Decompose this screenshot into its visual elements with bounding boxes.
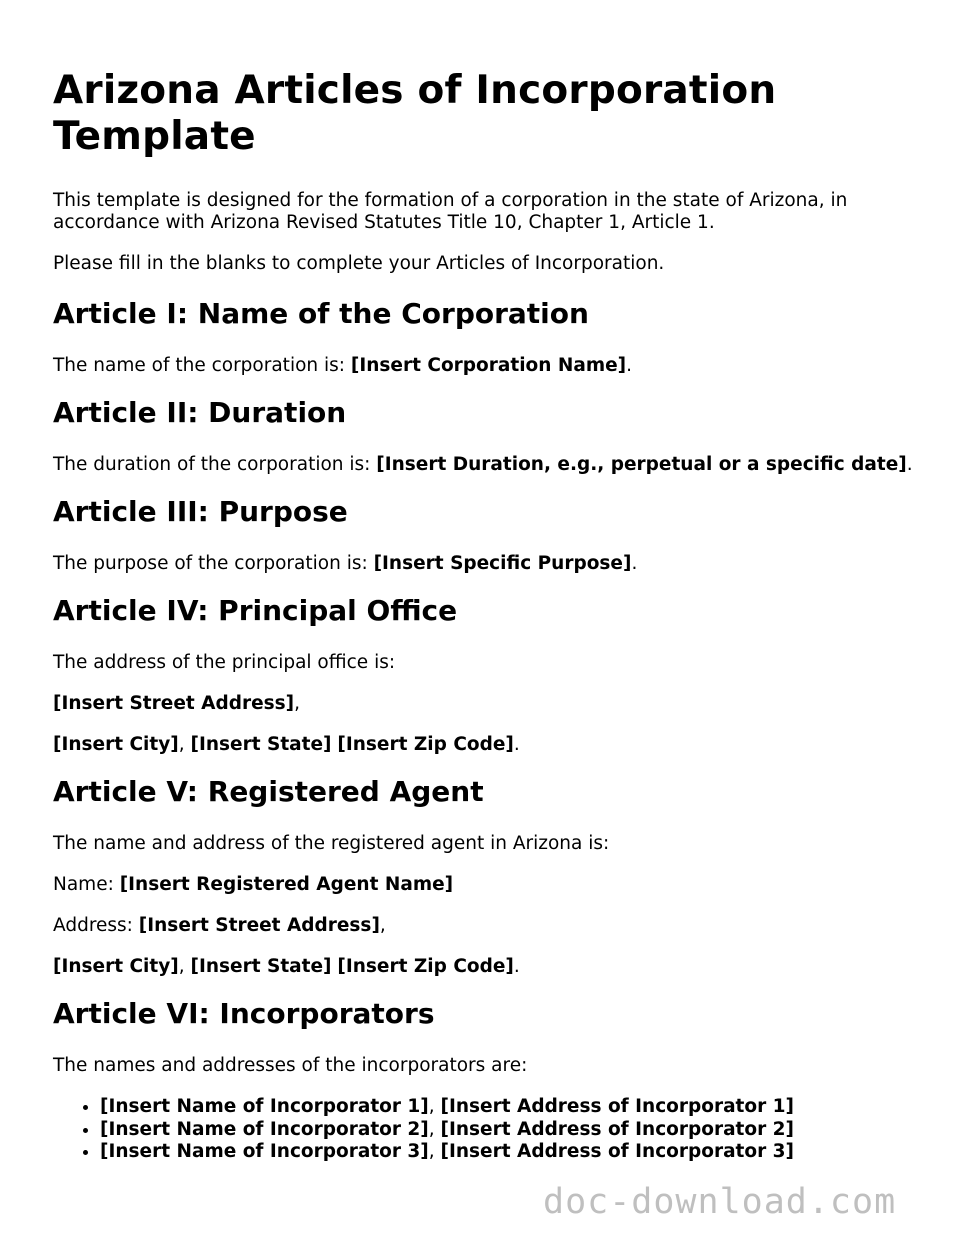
incorporator-address: [Insert Address of Incorporator 3] [440,1141,795,1162]
state-placeholder: [Insert State] [190,734,332,755]
zip-placeholder: [Insert Zip Code] [337,734,514,755]
document-title: Arizona Articles of Incorporation Template [53,68,777,159]
registered-agent-name: Name: [Insert Registered Agent Name] [53,874,454,895]
incorporator-name: [Insert Name of Incorporator 1] [100,1096,429,1117]
agent-street-placeholder: [Insert Street Address] [138,915,380,936]
incorporator-address: [Insert Address of Incorporator 2] [440,1118,795,1140]
document-page [53,0,913,1164]
purpose-placeholder: [Insert Specific Purpose] [373,553,632,574]
principal-office-street: [Insert Street Address], [53,693,300,714]
duration-placeholder: [Insert Duration, e.g., perpetual or a specific date] [376,454,907,475]
article-5-text: The name and address of the registered agent in Arizona is: [53,833,610,854]
article-3-text: The purpose of the corporation is: [Insert Specific Purpose]. [53,553,638,574]
list-item: • [Insert Name of Incorporator 3], [Insert Address of Incorporator 3] [100,1141,913,1164]
watermark: doc-download.com [543,1182,897,1222]
agent-city-placeholder: [Insert City] [53,956,179,977]
street-address-placeholder: [Insert Street Address] [53,693,295,714]
article-5-heading: Article V: Registered Agent [53,775,484,808]
article-1-heading: Article I: Name of the Corporation [53,297,589,330]
article-3-heading: Article III: Purpose [53,495,348,528]
incorporator-name: [Insert Name of Incorporator 3] [100,1141,429,1162]
article-6-heading: Article VI: Incorporators [53,997,435,1030]
corporation-name-placeholder: [Insert Corporation Name] [350,355,627,376]
intro-instructions: Please fill in the blanks to complete your Articles of Incorporation. [53,253,665,274]
agent-name-placeholder: [Insert Registered Agent Name] [119,874,454,895]
registered-agent-street: Address: [Insert Street Address], [53,915,386,936]
incorporator-list [53,1096,913,1164]
agent-state-placeholder: [Insert State] [190,956,332,977]
list-item: • [Insert Name of Incorporator 1], [Insert Address of Incorporator 1] [100,1096,913,1119]
list-item: • [Insert Name of Incorporator 2], [Insert Address of Incorporator 2] [100,1119,913,1142]
article-2-text: The duration of the corporation is: [Insert Duration, e.g., perpetual or a specific date]. [53,454,913,475]
incorporator-address: [Insert Address of Incorporator 1] [440,1096,795,1117]
article-1-text: The name of the corporation is: [Insert Corporation Name]. [53,355,632,376]
article-6-text: The names and addresses of the incorporators are: [53,1055,528,1076]
article-4-heading: Article IV: Principal Office [53,594,458,627]
intro-paragraph: This template is designed for the formation of a corporation in the state of Arizona, in accordance with Arizona Revised Statutes Title 10, Chapter 1, Article 1. [53,190,848,233]
incorporator-name: [Insert Name of Incorporator 2] [100,1118,429,1140]
agent-zip-placeholder: [Insert Zip Code] [337,956,514,977]
registered-agent-city-state-zip: [Insert City], [Insert State] [Insert Zip Code]. [53,956,520,977]
article-2-heading: Article II: Duration [53,396,347,429]
principal-office-city-state-zip: [Insert City], [Insert State] [Insert Zip Code]. [53,734,520,755]
city-placeholder: [Insert City] [53,734,179,755]
article-4-text: The address of the principal office is: [53,652,396,673]
